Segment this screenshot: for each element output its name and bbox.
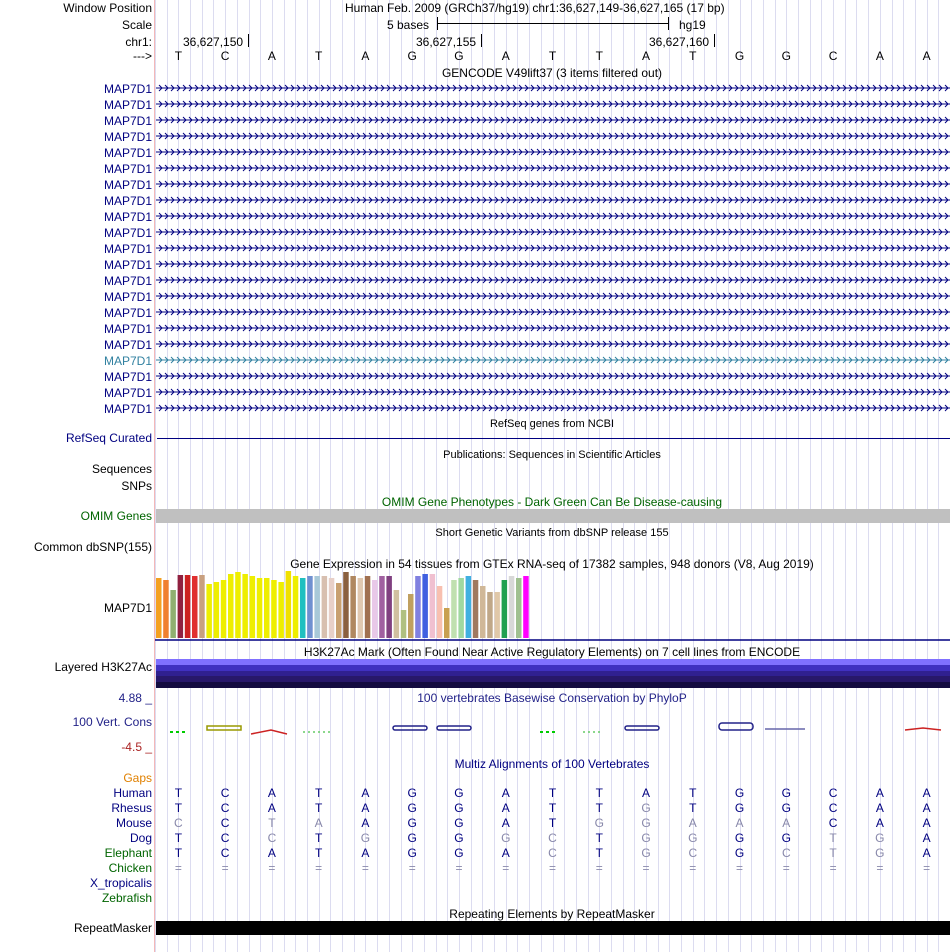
gtex-tissue-bar[interactable]	[185, 575, 191, 638]
common-dbsnp-label[interactable]: Common dbSNP(155)	[33, 540, 152, 554]
gtex-tissue-bar[interactable]	[365, 576, 371, 638]
alignment-base: =	[502, 861, 510, 875]
alignment-base: G	[734, 846, 745, 860]
gtex-track-title: Gene Expression in 54 tissues from GTEx RNA-seq of 17382 samples, 948 donors (V8, Aug 2019)	[290, 557, 814, 571]
base-letter: A	[642, 49, 651, 63]
base-letter: G	[454, 49, 464, 63]
strand-direction-label[interactable]: --->	[133, 49, 152, 63]
gtex-tissue-bar[interactable]	[336, 583, 342, 638]
base-letter: A	[922, 49, 931, 63]
alignment-base: A	[875, 801, 884, 815]
alignment-base: G	[594, 816, 604, 830]
conservation-label[interactable]: 100 Vert. Cons	[72, 715, 152, 729]
alignment-base: G	[688, 831, 698, 845]
alignment-base: =	[408, 861, 416, 875]
gtex-tissue-bar[interactable]	[487, 592, 493, 638]
species-label[interactable]: Dog	[129, 831, 152, 845]
alignment-base: C	[828, 801, 838, 815]
gtex-tissue-bar[interactable]	[163, 580, 169, 638]
gene-label[interactable]: MAP7D1	[103, 146, 152, 160]
base-letter: T	[548, 49, 557, 63]
gtex-tissue-bar[interactable]	[401, 610, 407, 638]
alignment-base: T	[595, 846, 603, 860]
alignment-base: A	[501, 786, 510, 800]
gtex-tissue-bar[interactable]	[458, 578, 464, 638]
gtex-tissue-bar[interactable]	[494, 592, 500, 638]
track-display-area[interactable]	[155, 0, 950, 952]
gtex-gene-label[interactable]: MAP7D1	[103, 601, 152, 615]
refseq-gene-line[interactable]	[157, 438, 950, 439]
alignment-base: A	[922, 786, 931, 800]
h3k27ac-track-title: H3K27Ac Mark (Often Found Near Active Regulatory Elements) on 7 cell lines from ENCODE	[303, 645, 801, 659]
alignment-base: =	[361, 861, 369, 875]
phylop-track-title: 100 vertebrates Basewise Conservation by PhyloP	[417, 691, 687, 705]
gtex-tissue-bar[interactable]	[192, 576, 198, 638]
alignment-base: A	[361, 846, 370, 860]
gtex-tissue-bar[interactable]	[386, 576, 392, 638]
gtex-tissue-bar[interactable]	[322, 576, 328, 638]
refseq-track-title: RefSeq genes from NCBI	[489, 418, 615, 430]
alignment-base: A	[688, 816, 697, 830]
gtex-tissue-bar[interactable]	[451, 580, 457, 638]
publications-track-title: Publications: Sequences in Scientific Articles	[443, 449, 661, 461]
base-letter: T	[315, 49, 323, 63]
alignment-base: =	[642, 861, 650, 875]
coordinate-label: 36,627,160	[649, 35, 710, 49]
alignment-base: C	[781, 846, 791, 860]
coordinate-label: 36,627,150	[183, 35, 244, 49]
gtex-tissue-bar[interactable]	[170, 590, 176, 638]
alignment-base: C	[220, 786, 230, 800]
repeatmasker-track-title: Repeating Elements by RepeatMasker	[449, 907, 655, 921]
gtex-tissue-bar[interactable]	[278, 582, 284, 638]
coordinate-tick	[248, 34, 249, 47]
alignment-base: A	[875, 816, 884, 830]
alignment-base: T	[174, 786, 183, 800]
gene-label[interactable]: MAP7D1	[103, 82, 152, 96]
gene-label[interactable]: MAP7D1	[103, 258, 152, 272]
gtex-tissue-bar[interactable]	[300, 578, 306, 638]
gene-label[interactable]: MAP7D1	[103, 386, 152, 400]
alignment-base: A	[501, 816, 510, 830]
alignment-base: G	[875, 831, 885, 845]
alignment-base: =	[221, 861, 229, 875]
coordinate-tick	[714, 34, 715, 47]
h3k27ac-signal[interactable]	[156, 659, 950, 688]
alignment-base: G	[781, 786, 791, 800]
gtex-tissue-bar[interactable]	[437, 586, 443, 638]
gtex-tissue-bar[interactable]	[250, 576, 256, 638]
alignment-base: A	[501, 846, 510, 860]
alignment-base: T	[548, 801, 557, 815]
gencode-gene-models[interactable]	[155, 80, 950, 415]
gtex-tissue-bar[interactable]	[415, 576, 421, 638]
scale-label: Scale	[121, 18, 152, 32]
gtex-tissue-bar[interactable]	[379, 576, 385, 638]
coordinate-tick	[481, 34, 482, 47]
gtex-tissue-bar[interactable]	[343, 572, 349, 638]
alignment-base: T	[315, 801, 323, 815]
gtex-tissue-bar[interactable]	[430, 574, 436, 638]
gene-label[interactable]: MAP7D1	[103, 242, 152, 256]
alignment-base: =	[923, 861, 931, 875]
gtex-tissue-bar[interactable]	[516, 578, 522, 638]
scale-bar	[437, 23, 669, 24]
alignment-base: =	[736, 861, 744, 875]
alignment-base: A	[735, 816, 744, 830]
base-letter: G	[781, 49, 791, 63]
species-label[interactable]: Chicken	[108, 861, 152, 875]
alignment-base: G	[454, 801, 464, 815]
gene-label[interactable]: MAP7D1	[103, 178, 152, 192]
alignment-base: G	[407, 831, 417, 845]
base-letter: A	[361, 49, 370, 63]
alignment-base: G	[454, 831, 464, 845]
alignment-base: A	[922, 816, 931, 830]
alignment-base: A	[782, 816, 791, 830]
alignment-base: T	[174, 831, 183, 845]
sequences-label[interactable]: Sequences	[91, 462, 152, 476]
alignment-base: A	[922, 831, 931, 845]
scale-text: 5 bases	[387, 18, 430, 32]
gtex-tissue-bar[interactable]	[394, 590, 400, 638]
alignment-base: T	[595, 786, 603, 800]
window-position-label: Window Position	[63, 1, 152, 15]
alignment-base: T	[174, 801, 183, 815]
gene-label[interactable]: MAP7D1	[103, 114, 152, 128]
conservation-max-label: 4.88 _	[118, 691, 152, 705]
alignment-base: =	[174, 861, 182, 875]
alignment-base: G	[360, 831, 371, 845]
dbsnp-track-title: Short Genetic Variants from dbSNP release 155	[435, 527, 669, 539]
gtex-tissue-bar[interactable]	[523, 576, 529, 638]
gtex-tissue-bar[interactable]	[271, 580, 277, 638]
gtex-tissue-bar[interactable]	[444, 608, 450, 638]
gtex-tissue-bar[interactable]	[422, 574, 428, 638]
assembly-name: hg19	[679, 18, 706, 32]
alignment-base: G	[454, 816, 464, 830]
gene-label[interactable]: MAP7D1	[103, 322, 152, 336]
alignment-base: =	[829, 861, 837, 875]
alignment-base: G	[501, 831, 511, 845]
phylop-conservation-plot[interactable]	[155, 716, 950, 740]
alignment-base: A	[875, 786, 884, 800]
base-letter: A	[267, 49, 276, 63]
alignment-base: T	[174, 846, 183, 860]
alignment-base: C	[220, 831, 230, 845]
omim-gene-bar[interactable]	[156, 509, 950, 523]
alignment-base: G	[454, 846, 464, 860]
gene-label[interactable]: MAP7D1	[103, 354, 152, 368]
alignment-base: A	[501, 801, 510, 815]
alignment-base: =	[315, 861, 323, 875]
repeatmasker-bar[interactable]	[156, 921, 950, 935]
alignment-base: T	[268, 816, 276, 830]
alignment-base: A	[642, 786, 651, 800]
refseq-curated-label[interactable]: RefSeq Curated	[65, 431, 152, 445]
alignment-base: G	[407, 786, 417, 800]
alignment-base: C	[828, 816, 838, 830]
alignment-base: =	[548, 861, 557, 875]
gtex-tissue-bar[interactable]	[242, 574, 248, 638]
base-letter: A	[875, 49, 884, 63]
alignment-base: G	[781, 801, 791, 815]
gtex-tissue-bar[interactable]	[466, 576, 472, 638]
alignment-base: T	[548, 816, 557, 830]
species-label[interactable]: X_tropicalis	[89, 876, 152, 890]
alignment-base: C	[267, 831, 277, 845]
alignment-base: C	[688, 846, 698, 860]
alignment-base: G	[734, 786, 745, 800]
gtex-tissue-bar[interactable]	[199, 575, 205, 638]
gene-label[interactable]: MAP7D1	[103, 338, 152, 352]
species-label[interactable]: Rhesus	[111, 801, 152, 815]
gene-label[interactable]: MAP7D1	[103, 226, 152, 240]
base-letter: C	[220, 49, 230, 63]
gtex-tissue-bar[interactable]	[350, 576, 356, 638]
alignment-base: G	[875, 846, 885, 860]
species-label[interactable]: Mouse	[115, 816, 152, 830]
alignment-base: =	[689, 861, 697, 875]
coordinate-label: 36,627,155	[416, 35, 477, 49]
alignment-base: G	[734, 801, 745, 815]
alignment-base: A	[922, 846, 931, 860]
gencode-track-title: GENCODE V49lift37 (3 items filtered out)	[441, 66, 663, 80]
alignment-base: G	[407, 801, 417, 815]
alignment-base: C	[828, 786, 838, 800]
gtex-tissue-bar[interactable]	[221, 580, 227, 638]
alignment-base: C	[220, 846, 230, 860]
base-letter: T	[174, 49, 183, 63]
gtex-tissue-bar[interactable]	[473, 580, 479, 638]
species-label[interactable]: Elephant	[104, 846, 152, 860]
gtex-tissue-bar[interactable]	[358, 578, 364, 638]
gene-label[interactable]: MAP7D1	[103, 130, 152, 144]
alignment-base: T	[595, 831, 603, 845]
multiz-track-title: Multiz Alignments of 100 Vertebrates	[454, 757, 650, 771]
gtex-tissue-bar[interactable]	[235, 572, 241, 638]
conservation-min-label: -4.5 _	[121, 740, 152, 754]
gaps-label: Gaps	[123, 771, 152, 785]
gtex-tissue-bar[interactable]	[178, 575, 184, 638]
species-label[interactable]: Zebrafish	[101, 891, 152, 905]
gene-label[interactable]: MAP7D1	[103, 306, 152, 320]
gene-label[interactable]: MAP7D1	[103, 402, 152, 416]
alignment-base: =	[268, 861, 276, 875]
alignment-base: A	[314, 816, 323, 830]
alignment-base: A	[922, 801, 931, 815]
base-letter: G	[407, 49, 417, 63]
alignment-base: A	[361, 801, 370, 815]
gtex-tissue-bar[interactable]	[509, 576, 515, 638]
alignment-base: C	[548, 846, 557, 860]
h3k27ac-cell-line-band	[156, 682, 950, 688]
gtex-tissue-bar[interactable]	[228, 574, 234, 638]
alignment-base: G	[641, 801, 651, 815]
alignment-base: T	[689, 786, 697, 800]
alignment-base: T	[689, 801, 697, 815]
alignment-base: T	[315, 846, 323, 860]
species-label[interactable]: Human	[113, 786, 152, 800]
alignment-base: =	[876, 861, 884, 875]
gtex-tissue-bar[interactable]	[206, 584, 212, 638]
alignment-base: T	[829, 831, 837, 845]
gtex-tissue-bar[interactable]	[264, 578, 270, 638]
alignment-base: T	[595, 801, 603, 815]
gtex-tissue-bar[interactable]	[214, 582, 220, 638]
gene-label[interactable]: MAP7D1	[103, 274, 152, 288]
gtex-tissue-bar[interactable]	[314, 576, 320, 638]
alignment-base: T	[315, 831, 323, 845]
snps-label[interactable]: SNPs	[121, 479, 152, 493]
gene-label[interactable]: MAP7D1	[103, 98, 152, 112]
alignment-base: G	[641, 831, 651, 845]
gtex-tissue-bar[interactable]	[408, 594, 414, 638]
scale-bar-right-tick	[668, 17, 669, 30]
repeatmasker-label[interactable]: RepeatMasker	[73, 921, 152, 935]
alignment-base: G	[734, 831, 745, 845]
gene-label[interactable]: MAP7D1	[103, 290, 152, 304]
chromosome-label: chr1:	[125, 35, 152, 49]
gene-label[interactable]: MAP7D1	[103, 370, 152, 384]
base-letter: T	[595, 49, 603, 63]
gtex-tissue-bar[interactable]	[286, 571, 292, 638]
alignment-base: C	[174, 816, 183, 830]
alignment-base: T	[315, 786, 323, 800]
alignment-base: =	[455, 861, 463, 875]
alignment-base: G	[454, 786, 464, 800]
gtex-tissue-bar[interactable]	[257, 578, 263, 638]
alignment-base: G	[781, 831, 791, 845]
gtex-tissue-bar[interactable]	[480, 586, 486, 638]
gene-label[interactable]: MAP7D1	[103, 162, 152, 176]
alignment-base: A	[361, 816, 370, 830]
track-labels-panel	[0, 0, 154, 952]
alignment-base: A	[267, 801, 276, 815]
alignment-base: T	[829, 846, 837, 860]
alignment-base: T	[548, 786, 557, 800]
alignment-base: C	[548, 831, 557, 845]
gtex-tissue-bar[interactable]	[329, 578, 335, 638]
gtex-tissue-bar[interactable]	[502, 580, 508, 638]
layered-h3k27ac-label[interactable]: Layered H3K27Ac	[54, 660, 152, 674]
alignment-base: G	[641, 816, 651, 830]
alignment-base: A	[267, 786, 276, 800]
alignment-base: G	[407, 846, 417, 860]
alignment-base: C	[220, 816, 230, 830]
base-letter: G	[734, 49, 745, 63]
alignment-base: A	[361, 786, 370, 800]
omim-genes-label[interactable]: OMIM Genes	[80, 509, 152, 523]
base-letter: T	[689, 49, 697, 63]
alignment-base: =	[595, 861, 603, 875]
gtex-tissue-bar[interactable]	[293, 576, 299, 638]
browser-title: Human Feb. 2009 (GRCh37/hg19) chr1:36,627,149-36,627,165 (17 bp)	[345, 1, 725, 15]
gtex-tissue-bar[interactable]	[156, 578, 162, 638]
alignment-base: =	[782, 861, 790, 875]
gene-label[interactable]: MAP7D1	[103, 210, 152, 224]
alignment-base: C	[220, 801, 230, 815]
base-letter: A	[501, 49, 510, 63]
alignment-base: G	[407, 816, 417, 830]
gtex-tissue-bar[interactable]	[372, 580, 378, 638]
base-letter: C	[828, 49, 838, 63]
gtex-tissue-bar[interactable]	[307, 576, 313, 638]
gene-label[interactable]: MAP7D1	[103, 194, 152, 208]
alignment-base: A	[267, 846, 276, 860]
gtex-expression-chart[interactable]	[155, 570, 950, 642]
alignment-base: G	[641, 846, 651, 860]
omim-track-title: OMIM Gene Phenotypes - Dark Green Can Be Disease-causing	[381, 495, 723, 509]
